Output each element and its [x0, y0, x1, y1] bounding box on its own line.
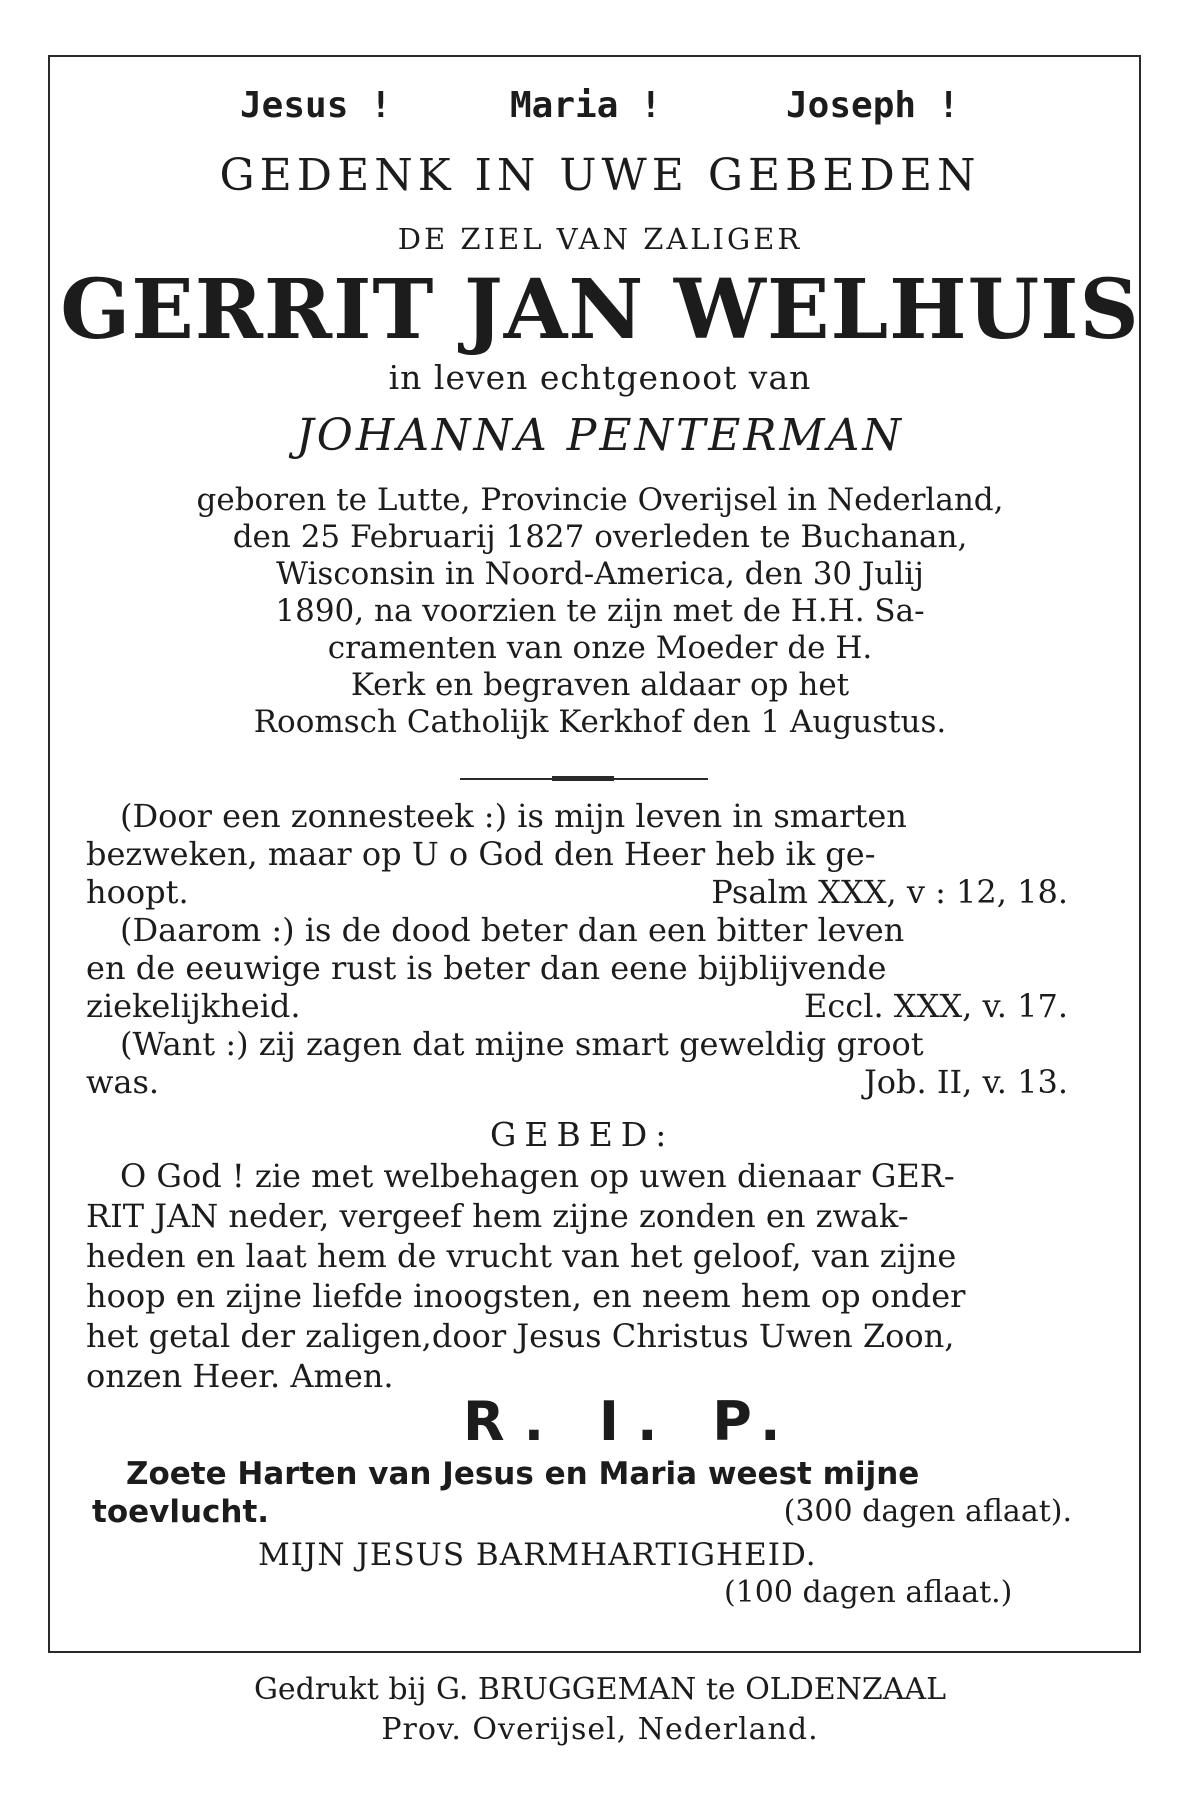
verse-text: bezweken, maar op U o God den Heer heb ik ge- — [86, 835, 876, 873]
spouse-name: JOHANNA PENTERMAN — [296, 410, 904, 461]
refuge-line: Zoete Harten van Jesus en Maria weest mijne — [126, 1456, 920, 1492]
indulgence-note: (100 dagen aflaat.) — [724, 1575, 1013, 1610]
printer-line: Gedrukt bij G. BRUGGEMAN te OLDENZAAL — [253, 1672, 947, 1707]
biography-line: Roomsch Catholijk Kerkhof den 1 Augustus. — [253, 704, 947, 740]
deceased-name: GERRIT JAN WELHUIS — [60, 262, 1140, 358]
prayer-title: GEBED: — [490, 1115, 675, 1154]
refuge-line: toevlucht. — [92, 1494, 270, 1530]
prayer — [86, 1156, 1110, 1396]
prayer-line: het getal der zaligen,door Jesus Christus Uwen Zoon, — [86, 1317, 955, 1355]
verse-reference: Job. II, v. 13. — [863, 1063, 1068, 1101]
mercy-invocation: MIJN JESUS BARMHARTIGHEID. — [258, 1537, 817, 1573]
prayer-line: heden en laat hem de vrucht van het geloof, van zijne — [86, 1237, 957, 1275]
heading: GEDENK IN UWE GEBEDEN — [219, 150, 981, 201]
biography-line: den 25 Februarij 1827 overleden te Buchanan, — [232, 519, 968, 555]
invocation-maria: Maria ! — [510, 85, 662, 126]
verse-text: (Want :) zij zagen dat mijne smart geweldig groot — [120, 1025, 924, 1063]
verse-text: en de eeuwige rust is beter dan eene bijblijvende — [86, 949, 887, 987]
invocation-joseph: Joseph ! — [786, 85, 960, 126]
verse-text: (Daarom :) is de dood beter dan een bitter leven — [120, 911, 905, 949]
biography-line: cramenten van onze Moeder de H. — [327, 630, 873, 666]
scripture-verses — [86, 797, 1110, 1101]
separator-ornament — [552, 776, 614, 781]
biography — [0, 482, 1200, 741]
prayer-line: O God ! zie met welbehagen op uwen dienaar GER- — [120, 1157, 955, 1195]
subheading: DE ZIEL VAN ZALIGER — [397, 222, 803, 256]
invocation-jesus: Jesus ! — [240, 85, 392, 126]
verse-text: hoopt. — [86, 873, 189, 911]
verse-text: (Door een zonnesteek :) is mijn leven in smarten — [120, 797, 907, 835]
printer-line: Prov. Overijsel, Nederland. — [381, 1712, 819, 1747]
rip-mark: R. I. P. — [463, 1390, 799, 1453]
biography-line: Kerk en begraven aldaar op het — [350, 667, 850, 703]
prayer-line: hoop en zijne liefde inoogsten, en neem hem op onder — [86, 1277, 966, 1315]
refuge-invocation — [92, 1455, 1112, 1531]
verse-reference: Eccl. XXX, v. 17. — [804, 987, 1068, 1025]
verse-text: was. — [86, 1063, 160, 1101]
spouse-intro: in leven echtgenoot van — [388, 358, 812, 397]
verse-reference: Psalm XXX, v : 12, 18. — [711, 873, 1068, 911]
biography-line: 1890, na voorzien te zijn met de H.H. Sa- — [275, 593, 925, 629]
verse-text: ziekelijkheid. — [86, 987, 301, 1025]
indulgence-note: (300 dagen aflaat). — [783, 1494, 1072, 1529]
prayer-line: onzen Heer. Amen. — [86, 1357, 394, 1395]
biography-line: Wisconsin in Noord-America, den 30 Julij — [276, 556, 924, 592]
biography-line: geboren te Lutte, Provincie Overijsel in Nederland, — [196, 482, 1004, 518]
prayer-line: RIT JAN neder, vergeef hem zijne zonden en zwak- — [86, 1197, 909, 1235]
